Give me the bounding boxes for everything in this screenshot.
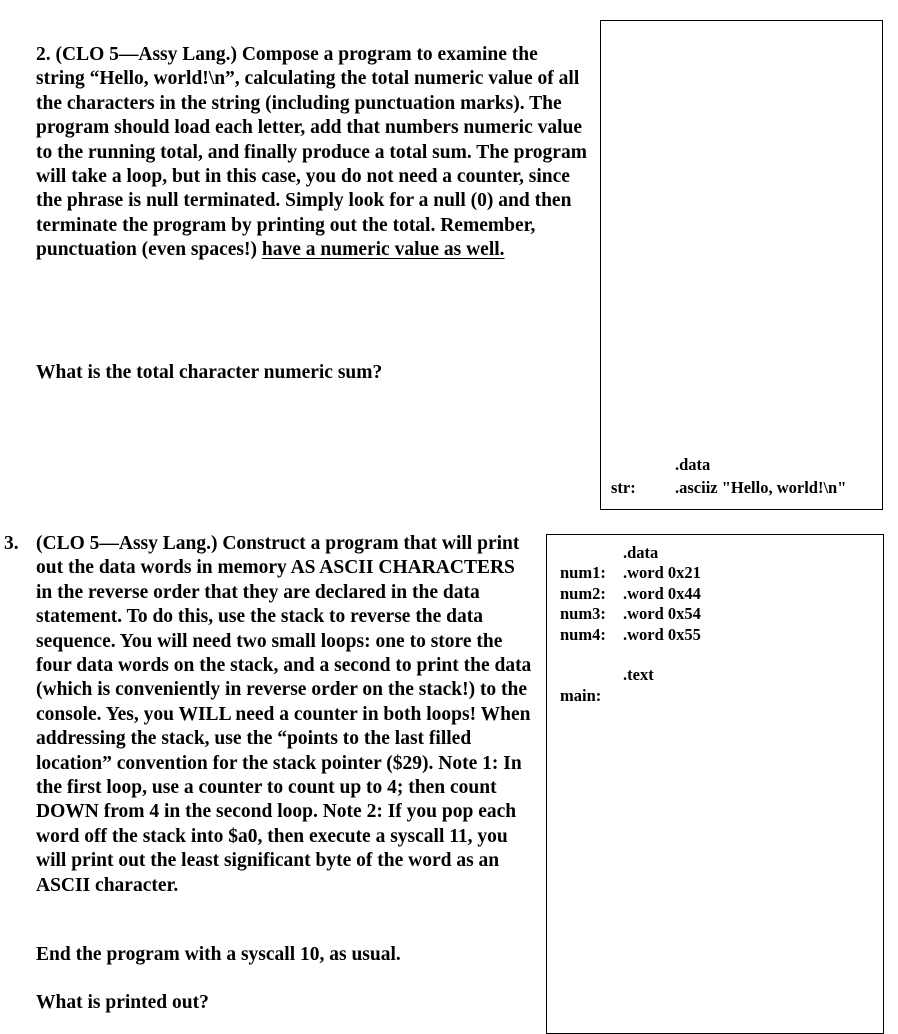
num1-instruction: .word 0x21 <box>623 563 701 582</box>
question-2-text <box>36 43 588 263</box>
num3-label: num3: <box>560 604 606 623</box>
question-2-ask: What is the total character numeric sum? <box>36 362 383 383</box>
main-label: main: <box>560 686 602 705</box>
num3-instruction: .word 0x54 <box>623 604 701 623</box>
answer-box-3 <box>546 534 884 1034</box>
question-2-body: 2. (CLO 5—Assy Lang.) Compose a program to examine the string “Hello, world!\n”, calculating the total numeric value of all the characters in the string (including punctuation marks). The program should load each letter, add that numbers numeric value to the running total, and finally produce a total sum. The program will take a loop, but in this case, you do not need a counter, since the phrase is null terminated. Simply look for a null (0) and then terminate the program by printing out the total. Remember, punctuation (even spaces!) <box>36 44 587 261</box>
answer-box-2 <box>600 20 883 510</box>
question-2-underlined: have a numeric value as well. <box>261 239 505 261</box>
question-3-body: (CLO 5—Assy Lang.) Construct a program that will print out the data words in memory AS ASCII CHARACTERS in the reverse order that they are declared in the data statement. To do this, use the stack to reverse the data sequence. You will need two small loops: one to store the four data words on the stack, and a second to print the data (which is conveniently in reverse order on the stack!) to the console. Yes, you WILL need a counter in both loops! When addressing the stack, use the “points to the last filled location” convention for the stack pointer ($29). Note 1: In the first loop, use a counter to count up to 4; then count DOWN from 4 in the second loop. Note 2: If you pop each word off the stack into $a0, then execute a syscall 11, you will print out the least significant byte of the word as an ASCII character. <box>36 533 532 896</box>
str-label: str: <box>611 478 636 497</box>
num4-instruction: .word 0x55 <box>623 624 701 644</box>
data-directive: .data <box>675 455 711 474</box>
num4-label: num4: <box>560 624 606 644</box>
num2-label: num2: <box>560 583 606 603</box>
num2-instruction: .word 0x44 <box>623 583 701 603</box>
data-directive: .data <box>623 543 659 562</box>
text-directive: .text <box>623 665 654 684</box>
str-instruction: .asciiz "Hello, world!\n" <box>675 478 847 497</box>
question-3-ask: What is printed out? <box>36 992 209 1013</box>
question-3-end: End the program with a syscall 10, as usual. <box>36 944 401 965</box>
num1-label: num1: <box>560 563 606 582</box>
question-3-number: 3. <box>4 533 19 554</box>
